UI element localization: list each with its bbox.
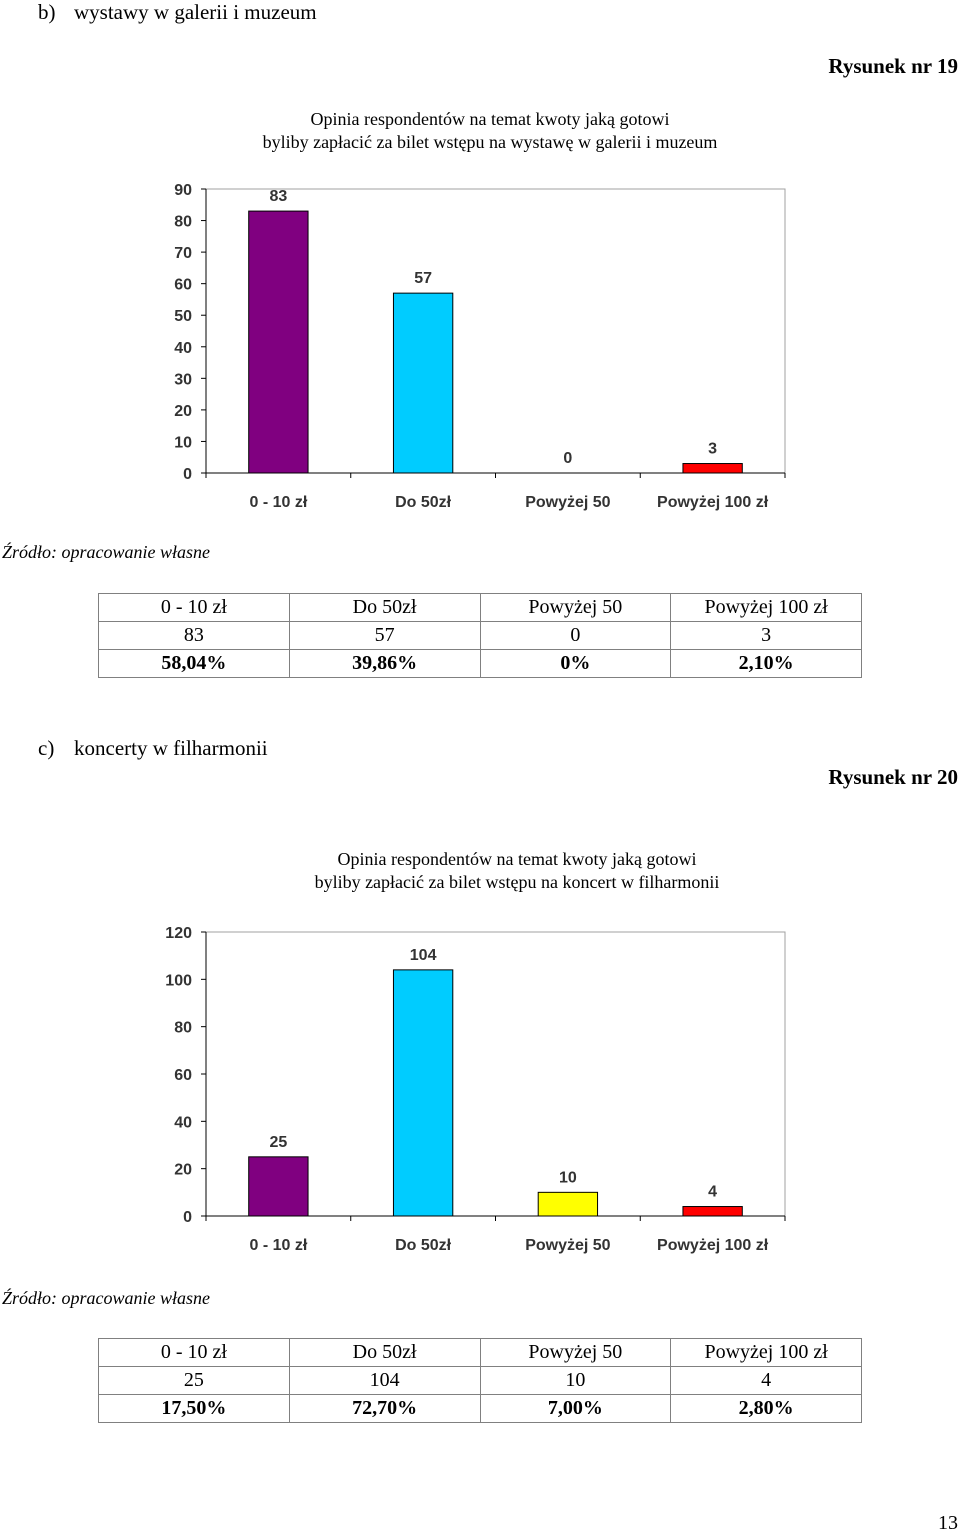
bar xyxy=(683,1207,742,1216)
bar xyxy=(538,1192,597,1216)
y-tick-label: 60 xyxy=(174,1067,192,1084)
bar xyxy=(249,211,308,473)
y-tick-label: 40 xyxy=(174,1114,192,1132)
bar xyxy=(683,464,742,473)
bar xyxy=(249,1157,308,1216)
table-cell: 3 xyxy=(671,622,862,650)
y-tick-label: 10 xyxy=(174,434,192,452)
section-c-text: koncerty w filharmonii xyxy=(74,736,268,760)
table-row-percents xyxy=(99,650,862,678)
table-cell: 57 xyxy=(289,622,480,650)
x-tick-label: Powyżej 100 zł xyxy=(657,1237,769,1254)
data-label: 3 xyxy=(708,440,718,458)
table-row-counts xyxy=(99,622,862,650)
table-cell: 0% xyxy=(480,650,671,678)
x-tick-label: Powyżej 50 xyxy=(525,494,611,511)
table-cell: 0 xyxy=(480,622,671,650)
y-tick-label: 40 xyxy=(174,339,192,357)
figure-19-title-line2: byliby zapłacić za bilet wstępu na wystawę w galerii i muzeum xyxy=(262,132,718,152)
y-tick-label: 80 xyxy=(174,213,192,231)
table-cell: Powyżej 100 zł xyxy=(671,594,862,622)
table-cell: Do 50zł xyxy=(289,594,480,622)
y-tick-label: 0 xyxy=(183,466,192,483)
bar xyxy=(393,293,452,473)
figure-19-source: Źródło: opracowanie własne xyxy=(2,542,211,562)
section-b-letter: b) xyxy=(38,0,56,24)
figure-19-bar-chart xyxy=(160,175,800,520)
figure-20-label: Rysunek nr 20 xyxy=(828,765,958,789)
table-cell: Powyżej 100 zł xyxy=(671,1339,862,1367)
table-cell: 2,10% xyxy=(671,650,862,678)
table-cell: 4 xyxy=(671,1367,862,1395)
figure-19-title-line1: Opinia respondentów na temat kwoty jaką gotowi xyxy=(310,109,670,129)
section-c-letter: c) xyxy=(38,736,55,760)
y-tick-label: 60 xyxy=(174,276,192,294)
table-cell: 104 xyxy=(289,1367,480,1395)
y-tick-label: 20 xyxy=(174,402,192,420)
figure-20-bar-chart xyxy=(160,918,800,1263)
y-tick-label: 30 xyxy=(174,371,192,389)
table-row-counts xyxy=(99,1367,862,1395)
table-cell: 17,50% xyxy=(99,1395,290,1423)
table-row-headers xyxy=(99,1339,862,1367)
x-tick-label: Do 50zł xyxy=(395,494,452,511)
table-row-percents xyxy=(99,1395,862,1423)
section-b-heading xyxy=(38,0,317,25)
data-label: 104 xyxy=(409,946,437,964)
data-label: 57 xyxy=(414,270,433,288)
table-cell: 58,04% xyxy=(99,650,290,678)
data-label: 4 xyxy=(708,1183,718,1201)
y-tick-label: 120 xyxy=(165,925,192,942)
table-cell: 2,80% xyxy=(671,1395,862,1423)
y-tick-label: 0 xyxy=(183,1209,192,1226)
figure-20-data-table xyxy=(98,1338,862,1423)
bar xyxy=(393,970,452,1216)
data-label: 10 xyxy=(558,1169,577,1187)
figure-20-title-line1: Opinia respondentów na temat kwoty jaką gotowi xyxy=(337,849,697,869)
y-tick-label: 50 xyxy=(174,308,192,326)
table-row-headers xyxy=(99,594,862,622)
table-cell: Powyżej 50 xyxy=(480,1339,671,1367)
x-tick-label: Powyżej 50 xyxy=(525,1237,611,1254)
table-cell: 25 xyxy=(99,1367,290,1395)
table-cell: 0 - 10 zł xyxy=(99,594,290,622)
figure-19-label: Rysunek nr 19 xyxy=(828,54,958,78)
y-tick-label: 100 xyxy=(165,972,192,990)
data-label: 0 xyxy=(563,450,573,467)
table-cell: 39,86% xyxy=(289,650,480,678)
table-cell: 83 xyxy=(99,622,290,650)
figure-19-title xyxy=(0,108,960,154)
x-tick-label: 0 - 10 zł xyxy=(249,1237,308,1254)
y-tick-label: 80 xyxy=(174,1019,192,1037)
y-tick-label: 70 xyxy=(174,245,192,263)
figure-19-data-table xyxy=(98,593,862,678)
y-tick-label: 90 xyxy=(174,182,192,199)
figure-20-source: Źródło: opracowanie własne xyxy=(2,1288,211,1308)
figure-20-title-line2: byliby zapłacić za bilet wstępu na koncert w filharmonii xyxy=(314,872,720,892)
page-number: 13 xyxy=(938,1512,958,1534)
data-label: 83 xyxy=(269,188,288,206)
x-tick-label: Do 50zł xyxy=(395,1237,452,1254)
figure-20-title xyxy=(0,848,960,894)
y-tick-label: 20 xyxy=(174,1161,192,1179)
data-label: 25 xyxy=(269,1133,288,1151)
section-b-text: wystawy w galerii i muzeum xyxy=(74,0,317,24)
x-tick-label: 0 - 10 zł xyxy=(249,494,308,511)
section-c-heading xyxy=(38,736,268,761)
table-cell: 10 xyxy=(480,1367,671,1395)
table-cell: 7,00% xyxy=(480,1395,671,1423)
table-cell: Powyżej 50 xyxy=(480,594,671,622)
x-tick-label: Powyżej 100 zł xyxy=(657,494,769,511)
table-cell: 0 - 10 zł xyxy=(99,1339,290,1367)
table-cell: 72,70% xyxy=(289,1395,480,1423)
table-cell: Do 50zł xyxy=(289,1339,480,1367)
